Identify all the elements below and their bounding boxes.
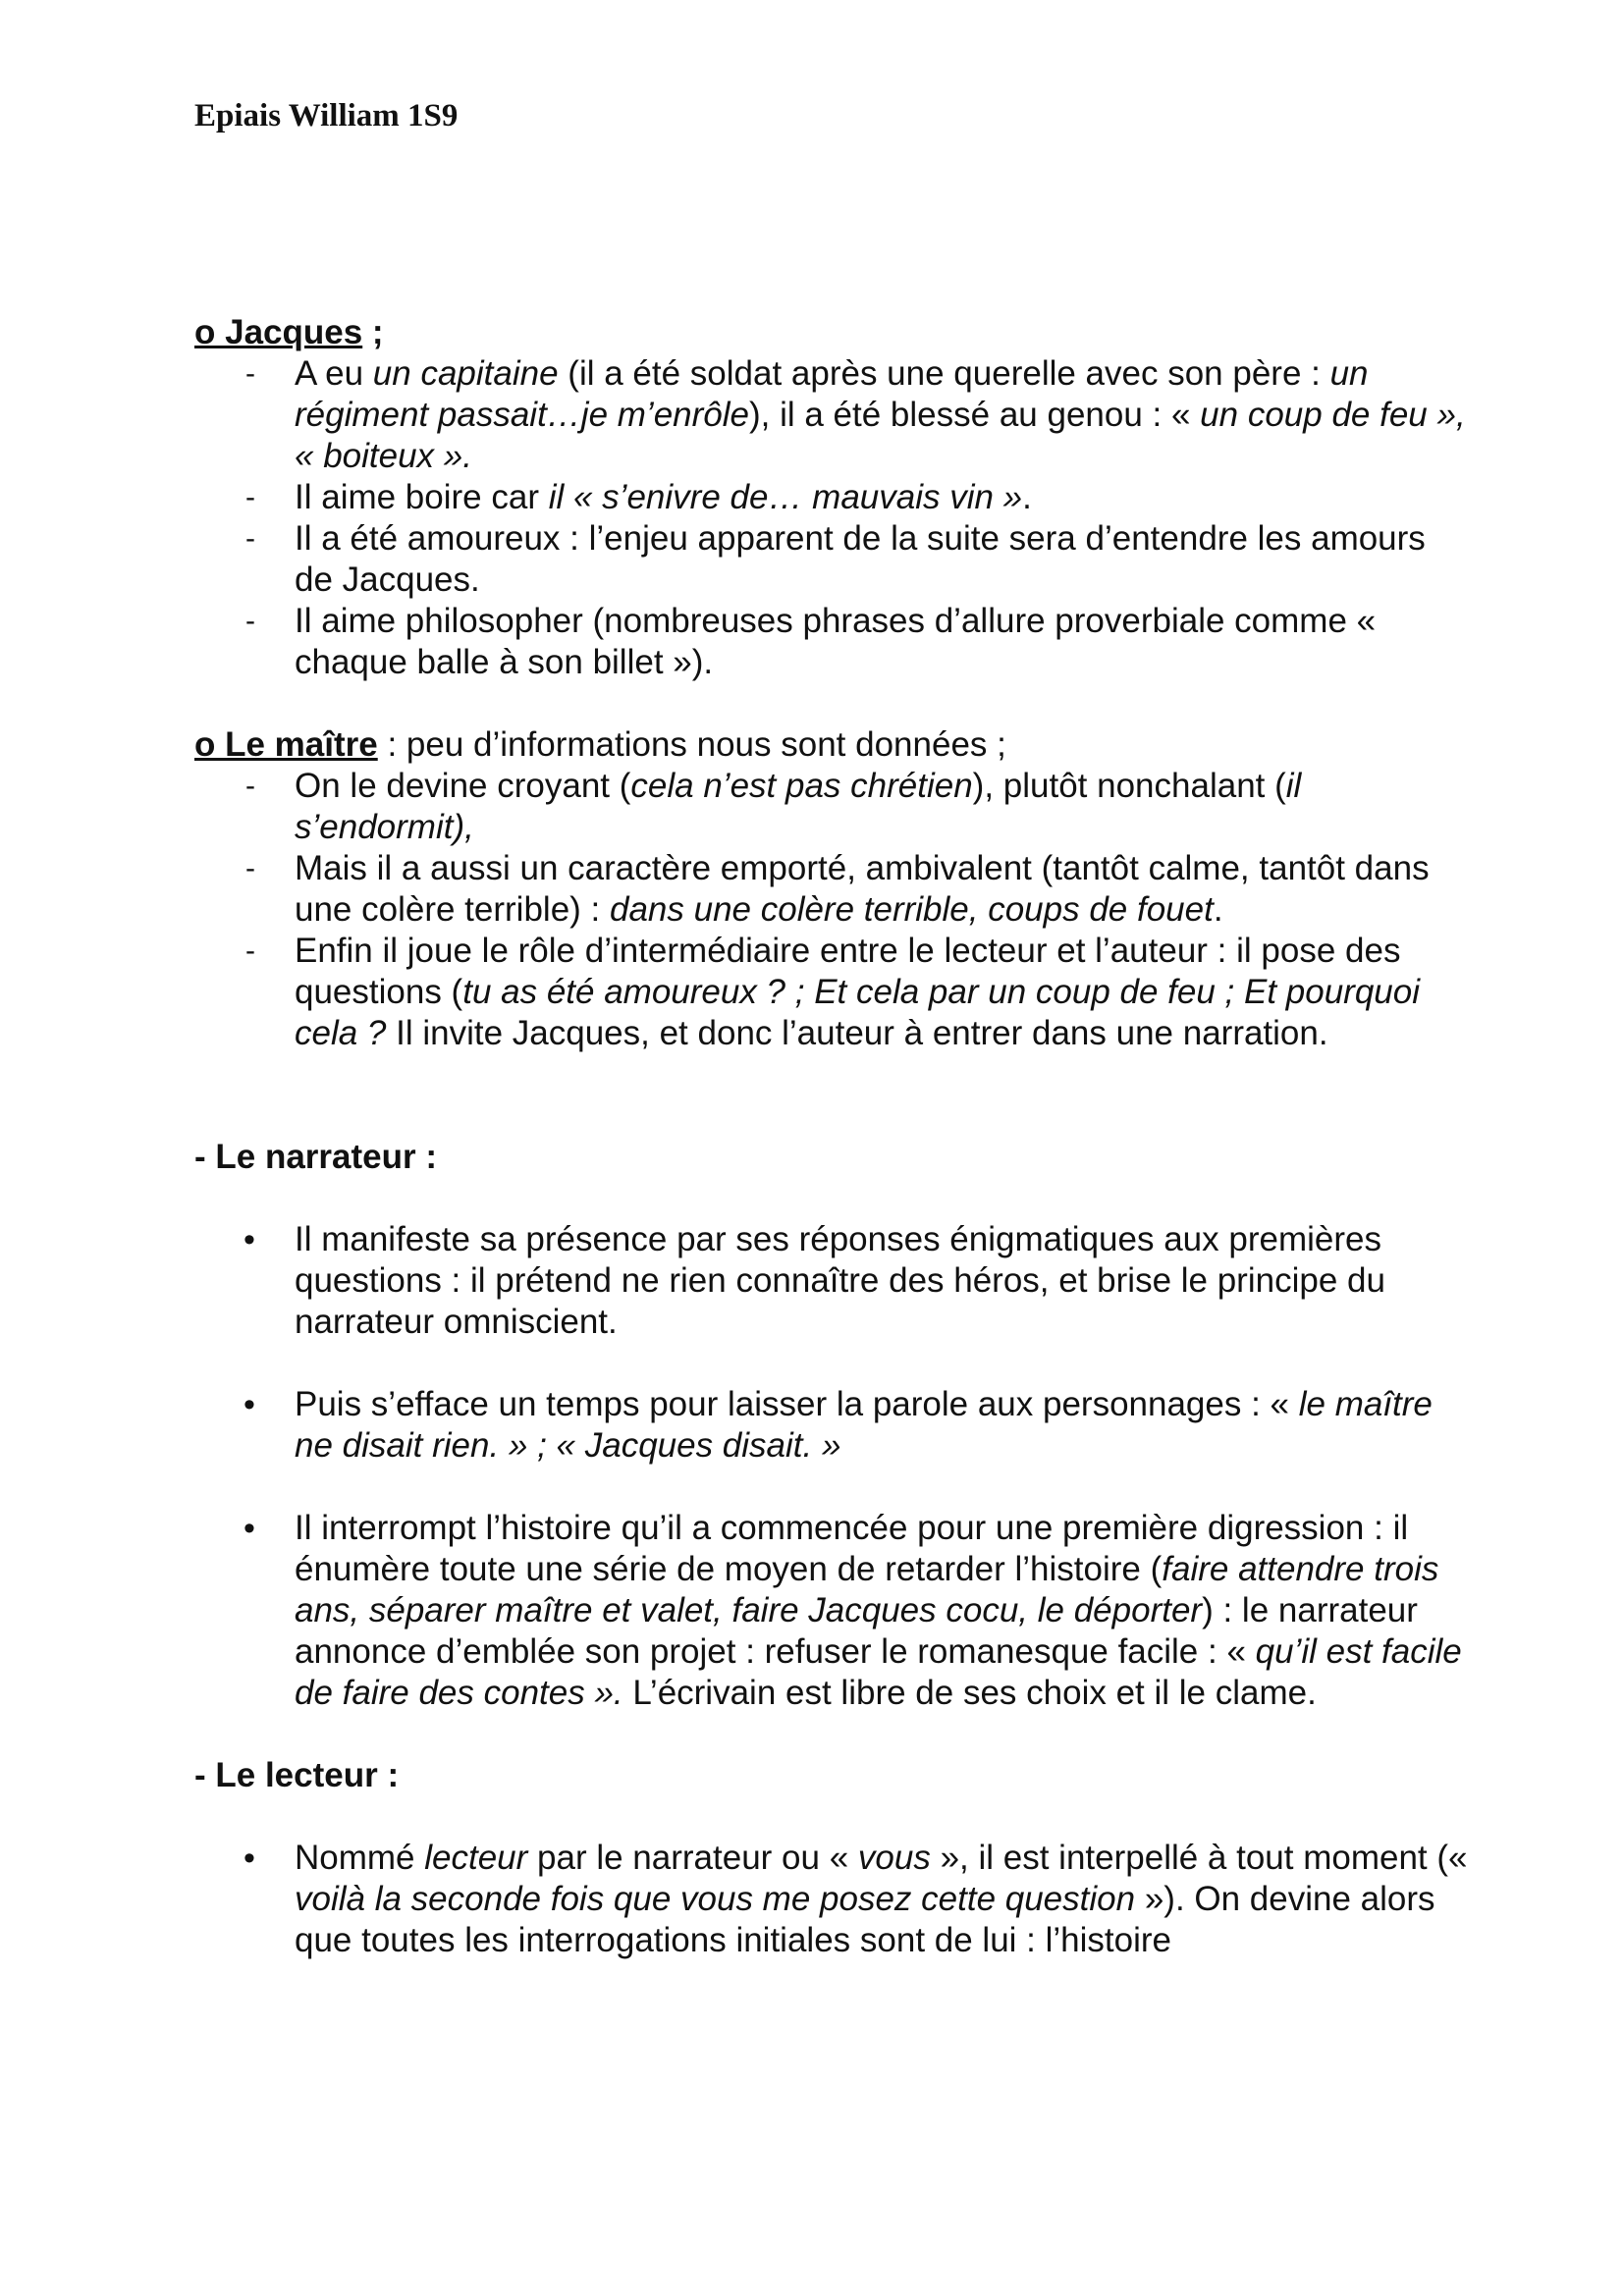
dash-marker: - [245,357,255,390]
bullet-marker: • [243,1840,255,1877]
dash-marker: - [245,852,255,884]
list-item: • Nommé lecteur par le narrateur ou « vous », il est interpellé à tout moment (« voilà la seconde fois que vous me posez cette question »). On devine alors que toutes les interrogations initiales sont de lui : l’histoire [243,1839,1468,1959]
jacques-title: o Jacques [194,313,363,351]
list-item: - Mais il a aussi un caractère emporté, ambivalent (tantôt calme, tantôt dans une colère terrible) : dans une colère terrible, coups de fouet. [245,849,1430,929]
list-item: • Il manifeste sa présence par ses réponses énigmatiques aux premières questions : il prétend ne rien connaître des héros, et brise le principe du narrateur omniscient. [243,1220,1385,1341]
bullet-marker: • [243,1221,255,1258]
list-item: - A eu un capitaine (il a été soldat après une querelle avec son père : un régiment passait…je m’enrôle), il a été blessé au genou : « un coup de feu », « boiteux ». [245,354,1466,475]
bullet-marker: • [243,1386,255,1423]
list-item: - Il aime boire car il « s’enivre de… mauvais vin ». [245,478,1032,516]
lecteur-heading: - Le lecteur : [194,1756,400,1794]
maitre-suffix: : peu d’informations nous sont données ; [377,725,1006,764]
dash-marker: - [245,481,255,513]
dash-marker: - [245,770,255,802]
dash-marker: - [245,522,255,555]
narrateur-heading: - Le narrateur : [194,1138,437,1176]
list-item: • Il interrompt l’histoire qu’il a commencée pour une première digression : il énumère toute une série de moyen de retarder l’histoire (faire attendre trois ans, séparer maître et valet, faire Jacques cocu, le déporter) : le narrateur annonce d’emblée son projet : refuser le romanesque facile : « qu’il est facile de faire des contes ». L’écrivain est libre de ses choix et il le clame. [243,1509,1462,1712]
list-item: • Puis s’efface un temps pour laisser la parole aux personnages : « le maître ne disait rien. » ; « Jacques disait. » [243,1385,1433,1465]
narrateur-list [194,1219,1471,1714]
bullet-marker: • [243,1510,255,1547]
dash-marker: - [245,605,255,637]
maitre-heading [194,724,1471,766]
jacques-list [194,353,1471,683]
jacques-suffix: ; [362,313,384,351]
list-item: - Il aime philosopher (nombreuses phrases d’allure proverbiale comme « chaque balle à son billet »). [245,602,1377,681]
maitre-title: o Le maître [194,725,378,764]
lecteur-list [194,1838,1471,1961]
author-header: Epiais William 1S9 [194,98,459,133]
spacer [194,1467,1471,1508]
document-body [194,312,1471,1961]
dash-marker: - [245,934,255,967]
jacques-heading [194,312,1471,353]
list-item: - Enfin il joue le rôle d’intermédiaire entre le lecteur et l’auteur : il pose des questions (tu as été amoureux ? ; Et cela par un coup de feu ; Et pourquoi cela ? Il invite Jacques, et donc l’auteur à entrer dans une narration. [245,932,1421,1052]
list-item: - On le devine croyant (cela n’est pas chrétien), plutôt nonchalant (il s’endormit), [245,767,1302,846]
spacer [194,1343,1471,1384]
list-item: - Il a été amoureux : l’enjeu apparent de la suite sera d’entendre les amours de Jacques. [245,519,1426,599]
maitre-list [194,766,1471,1054]
